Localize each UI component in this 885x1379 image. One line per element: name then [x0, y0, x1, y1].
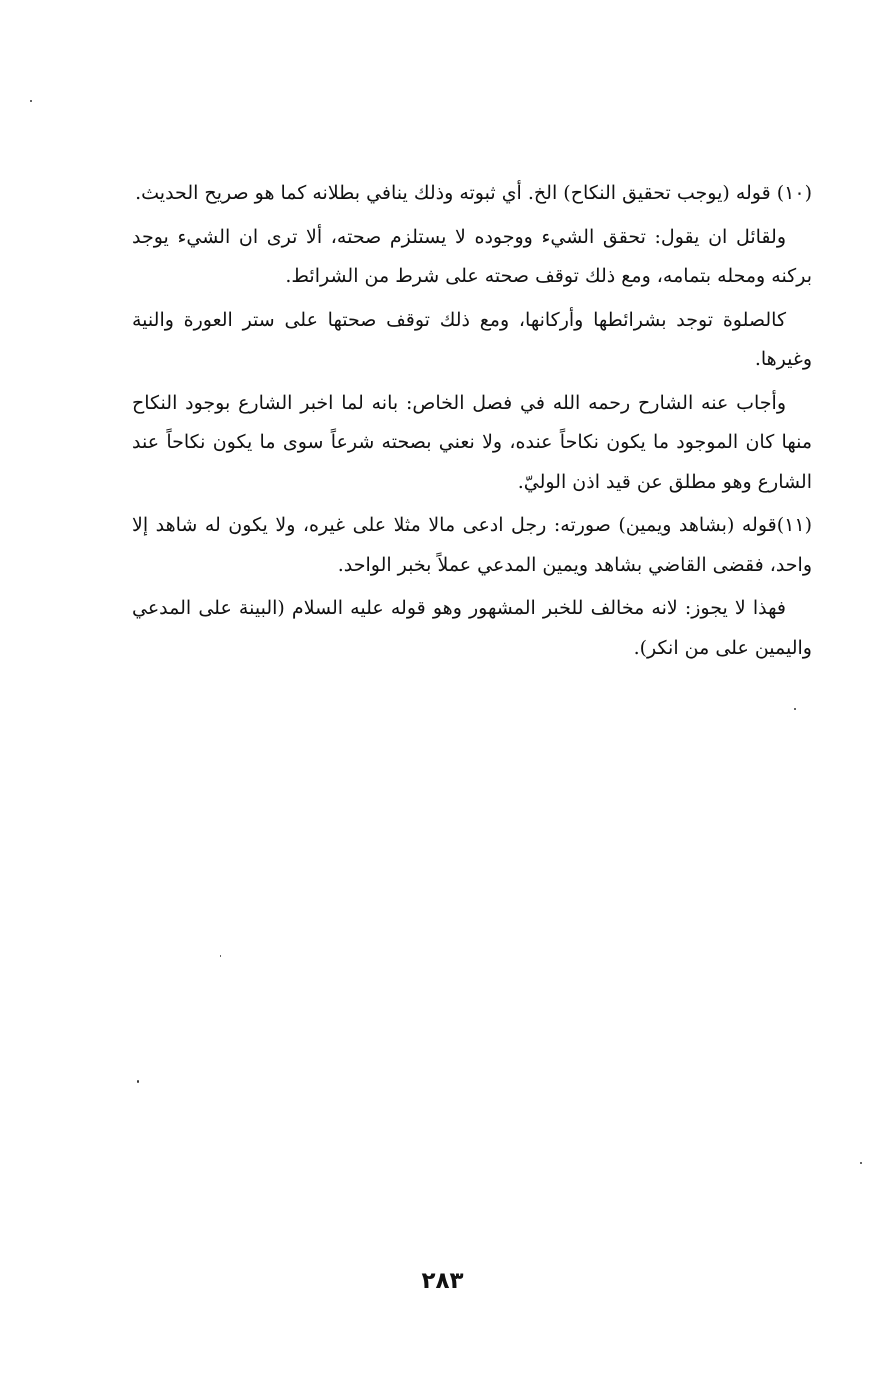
- paragraph-objection: ولقائل ان يقول: تحقق الشيء ووجوده لا يستلزم صحته، ألا ترى ان الشيء يوجد بركنه ومحله بتمامه، ومع ذلك توقف صحته على شرط من الشرائط.: [132, 225, 812, 287]
- paragraph-ruling: فهذا لا يجوز: لانه مخالف للخبر المشهور وهو قوله عليه السلام (البينة على المدعي واليمين على من انكر).: [132, 597, 812, 659]
- scan-speck: [137, 1080, 139, 1083]
- scan-speck: [30, 100, 32, 102]
- paragraph-answer: وأجاب عنه الشارح رحمه الله في فصل الخاص: بانه لما اخبر الشارع بوجود النكاح منها كان الموجود ما يكون نكاحاً عنده، ولا نعني بصحته شرعاً سوى ما يكون نكاحاً عند الشارع وهو مطلق عن قيد اذن الوليّ.: [132, 391, 812, 493]
- page-body: [132, 174, 812, 672]
- paragraph-note-11: (١١)قوله (بشاهد ويمين) صورته: رجل ادعى مالا مثلا على غيره، ولا يكون له شاهد إلا واحد، فقضى القاضي بشاهد ويمين المدعي عملاً بخبر الواحد.: [132, 514, 812, 576]
- page-number: ٢٨٣: [421, 1268, 464, 1294]
- scan-speck: [860, 1162, 862, 1164]
- paragraph-note-10: (١٠) قوله (يوجب تحقيق النكاح) الخ. أي ثبوته وذلك ينافي بطلانه كما هو صريح الحديث.: [135, 182, 812, 204]
- scan-speck: [794, 708, 796, 710]
- paragraph-prayer-example: كالصلوة توجد بشرائطها وأركانها، ومع ذلك توقف صحتها على ستر العورة والنية وغيرها.: [132, 308, 812, 370]
- scan-speck: [220, 955, 221, 957]
